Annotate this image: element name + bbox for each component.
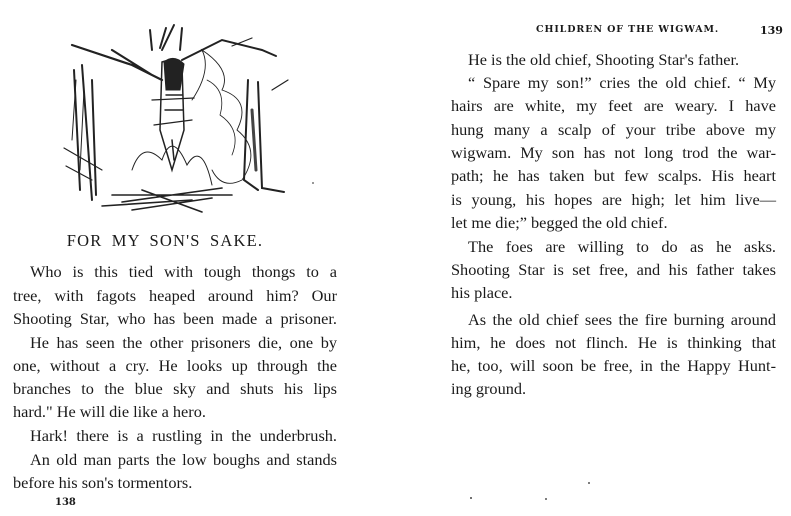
text-line: As the old chief sees the fire burning around [468,310,776,329]
tree-and-smoke-illustration [62,20,290,220]
text-line: before his son's tormentors. [13,473,193,492]
text-line: Who is this tied with tough thongs to a [30,262,337,281]
text-line: wigwam. My son has not long trod the war- [451,143,776,162]
text-line: Shooting Star is set free, and his father takes [451,260,776,279]
paper-speck [545,498,547,500]
text-line: An old man parts the low boughs and stands [30,450,337,469]
text-line: branches to the blue sky and shuts his lips [13,379,337,398]
text-line: is young, his hopes are high; let him live— [451,190,776,209]
text-line: Shooting Star, who has been made a prisoner. [13,309,337,328]
text-line: “ Spare my son!” cries the old chief. “ My [468,73,776,92]
paper-speck [312,182,314,184]
page-number-right: 139 [760,24,783,37]
text-line: He has seen the other prisoners die, one by [30,333,337,352]
chapter-title: FOR MY SON'S SAKE. [66,231,264,250]
running-head: CHILDREN OF THE WIGWAM. [536,24,720,35]
text-line: The foes are willing to do as he asks. [468,237,776,256]
right-page [395,0,791,516]
text-line: hairs are white, my feet are weary. I have [451,96,776,115]
text-line: he, too, will soon be free, in the Happy Hunt- [451,356,776,375]
paper-speck [588,482,590,484]
text-line: Hark! there is a rustling in the underbrush. [30,426,337,445]
paper-speck [470,497,472,499]
left-page [0,0,395,516]
text-line: one, without a cry. He looks up through the [13,356,337,375]
text-line: his place. [451,283,513,302]
text-line: him, he does not flinch. He is thinking that [451,333,776,352]
text-line: ing ground. [451,379,527,398]
text-line: let me die;” begged the old chief. [451,213,668,232]
page-number-left: 138 [55,497,76,508]
text-line: hard." He will die like a hero. [13,402,206,421]
text-line: path; he has taken but few scalps. His heart [451,166,776,185]
text-line: tree, with fagots heaped around him? Our [13,286,337,305]
text-line: He is the old chief, Shooting Star's father. [468,50,740,69]
text-line: hung many a scalp of your tribe above my [451,120,776,139]
